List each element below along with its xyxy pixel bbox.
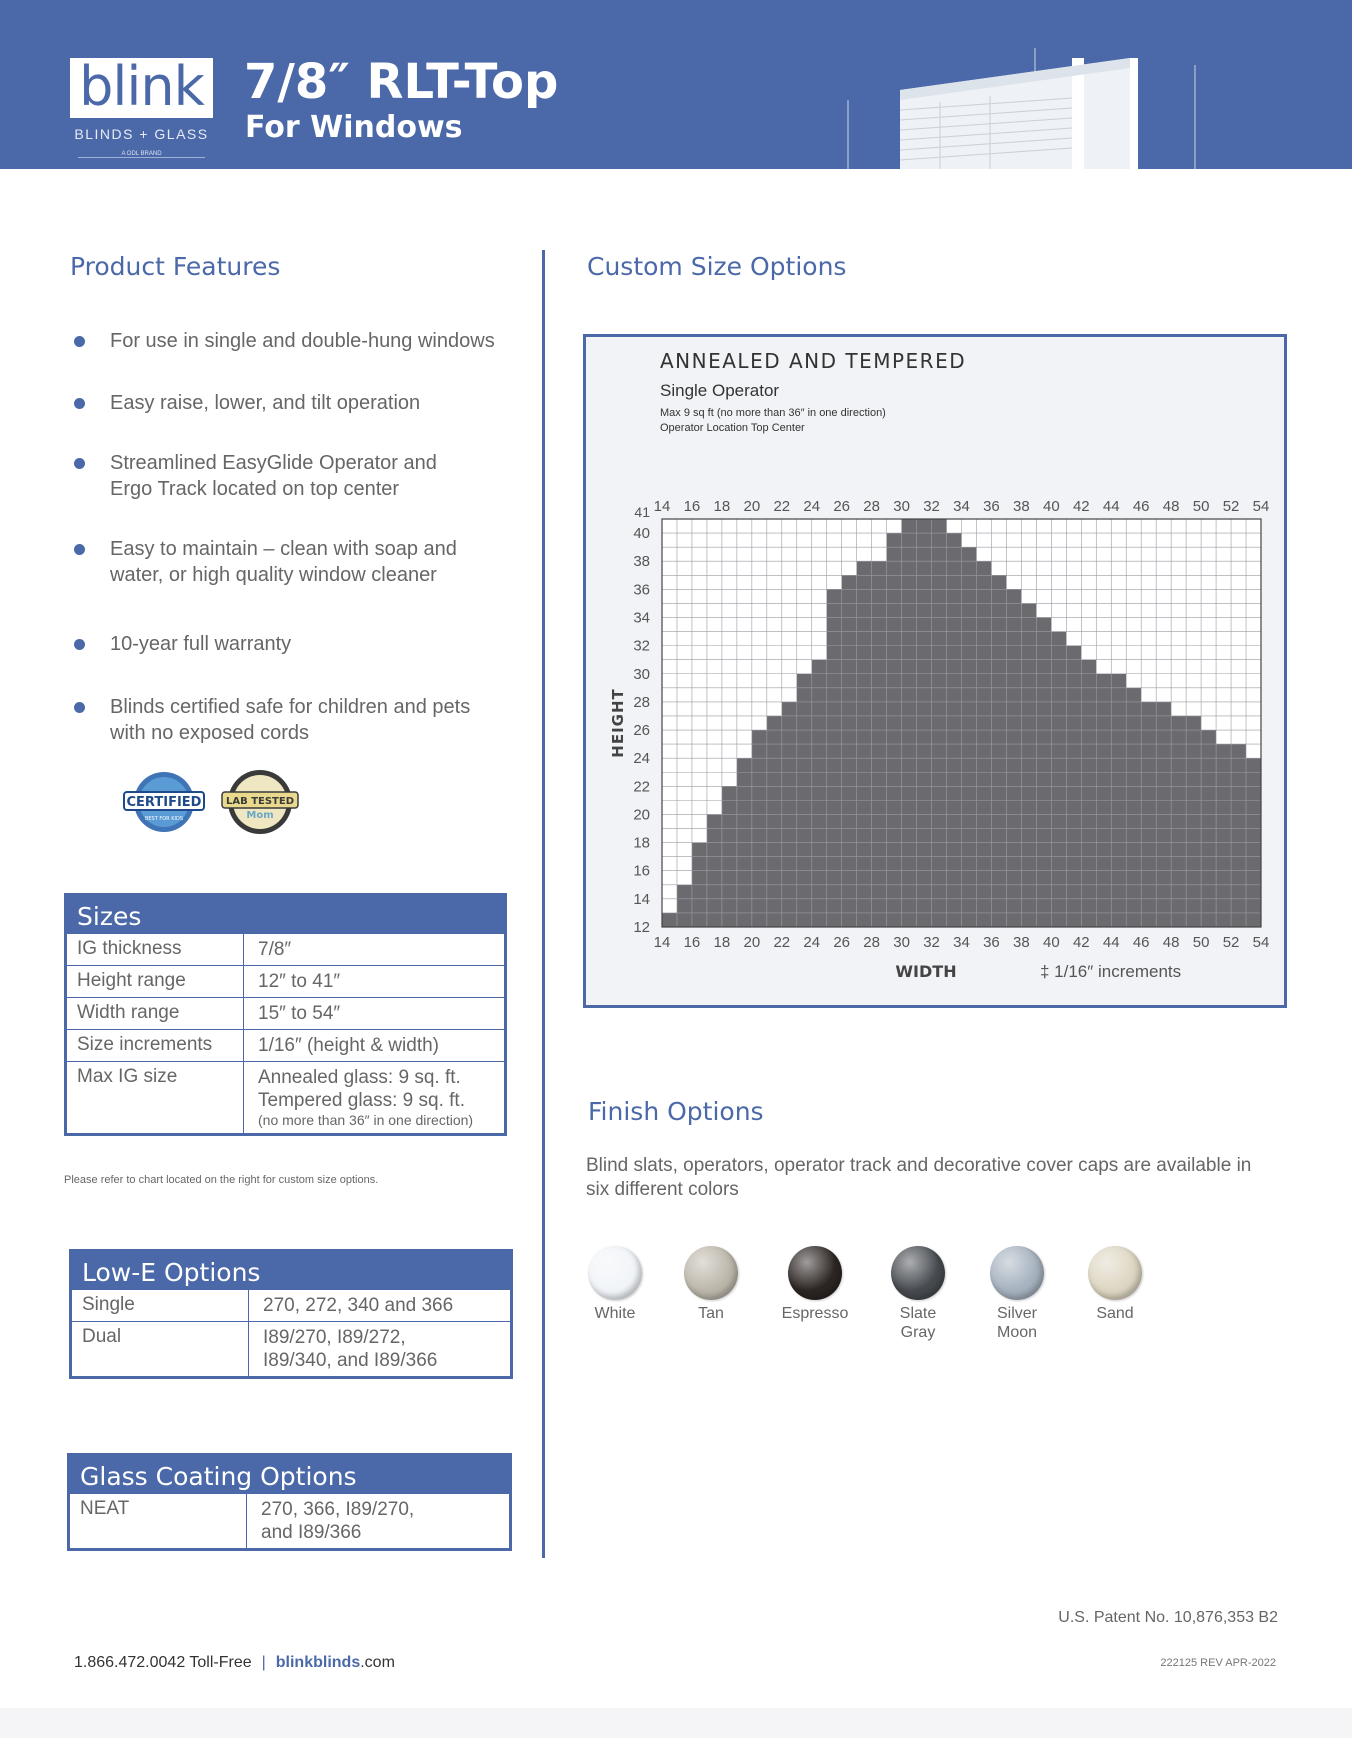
feature-item: [70, 694, 520, 746]
table-cell-key: Height range: [67, 966, 244, 997]
table-cell-value: 1/16″ (height & width): [258, 1035, 439, 1056]
swatch-label-line2: Moon: [996, 1324, 1038, 1341]
table-row: [67, 933, 504, 965]
contact-footer: [74, 1654, 395, 1672]
table-cell-key: NEAT: [70, 1494, 247, 1548]
size-bar: [767, 716, 782, 927]
table-cell-key: Single: [72, 1290, 249, 1321]
table-cell-value: 270, 272, 340 and 366: [263, 1295, 454, 1316]
certified-best-for-kids-badge: [122, 770, 208, 834]
feature-text: Streamlined EasyGlide Operator and Ergo Track located on top center: [110, 452, 437, 500]
y-tick-label: 28: [633, 693, 650, 711]
y-tick-label: 30: [633, 665, 650, 683]
x-axis-label: WIDTH: [895, 962, 957, 981]
size-bar: [962, 547, 977, 927]
feature-text: Easy raise, lower, and tilt operation: [110, 392, 421, 414]
table-cell-value: [249, 1322, 451, 1376]
x-tick-label-top: 54: [1252, 498, 1270, 515]
x-tick-label-top: 46: [1132, 498, 1150, 515]
revision-code: 222125 REV APR-2022: [1160, 1657, 1276, 1669]
swatch-white: [570, 1246, 660, 1323]
table-row: [70, 1493, 509, 1548]
x-tick-label-bottom: 54: [1252, 934, 1270, 951]
y-tick-label: 32: [633, 637, 650, 655]
swatch-label: White: [594, 1305, 636, 1322]
swatch-sand: [1070, 1246, 1160, 1323]
page-header: [0, 0, 1352, 169]
size-bar: [932, 519, 947, 927]
feature-text: Easy to maintain – clean with soap and water, or high quality window cleaner: [110, 538, 457, 586]
page-title: 7/8″ RLT-Top: [244, 54, 559, 110]
y-tick-label: 22: [633, 778, 650, 796]
bullet-icon: [74, 458, 85, 469]
x-tick-label-bottom: 48: [1162, 934, 1180, 951]
website-link-bold[interactable]: blinkblinds: [275, 1654, 361, 1671]
x-tick-label-top: 38: [1013, 498, 1030, 515]
swatch-silver-moon: [972, 1246, 1062, 1342]
swatch-label: Slate: [899, 1305, 937, 1322]
x-tick-label-top: 48: [1162, 498, 1180, 515]
size-bar: [1216, 744, 1231, 927]
finish-description: Blind slats, operators, operator track and decorative cover caps are available in six different colors: [586, 1155, 1252, 1200]
bullet-icon: [74, 544, 85, 555]
phone-number: 1.866.472.0042 Toll-Free: [74, 1654, 252, 1671]
logo-brand-mark: A ODL BRAND: [121, 151, 162, 157]
custom-size-options-heading: Custom Size Options: [587, 252, 847, 281]
y-tick-label: 24: [633, 750, 650, 768]
table-cell-value: [247, 1494, 428, 1548]
product-features-heading: Product Features: [70, 252, 281, 281]
size-bar: [917, 519, 932, 927]
sizes-table: [64, 893, 507, 1136]
size-bar: [1231, 744, 1246, 927]
table-cell-value: 7/8″: [258, 939, 292, 960]
color-swatch: [891, 1246, 945, 1300]
x-tick-label-top: 22: [773, 498, 791, 515]
size-bar: [1171, 716, 1186, 927]
feature-item: [70, 328, 520, 354]
color-swatch: [684, 1246, 738, 1300]
size-bar: [1021, 603, 1036, 927]
table-row: [72, 1321, 510, 1376]
x-tick-label-bottom: 44: [1102, 934, 1120, 951]
website-link-tld[interactable]: .com: [360, 1654, 395, 1671]
swatch-label: Sand: [1096, 1305, 1134, 1322]
chart-title: ANNEALED AND TEMPERED: [660, 349, 967, 373]
table-cell-key: Size increments: [67, 1030, 244, 1061]
table-cell-key: Width range: [67, 998, 244, 1029]
chart-note-operator: Operator Location Top Center: [660, 422, 805, 434]
color-swatch: [788, 1246, 842, 1300]
svg-text:LAB TESTED: LAB TESTED: [225, 796, 295, 807]
feature-item: [70, 390, 520, 416]
table-cell-value: [244, 1062, 487, 1133]
x-tick-label-top: 26: [833, 498, 851, 515]
size-bar: [1051, 632, 1066, 927]
table-row: [67, 997, 504, 1029]
x-tick-label-bottom: 30: [893, 934, 910, 951]
x-tick-label-top: 42: [1072, 498, 1090, 515]
logo-wordmark: blink: [79, 55, 204, 118]
color-swatch: [1088, 1246, 1142, 1300]
increments-note: ‡ 1/16″ increments: [1040, 962, 1182, 981]
x-tick-label-top: 34: [953, 498, 970, 515]
x-tick-label-bottom: 28: [863, 934, 880, 951]
x-tick-label-bottom: 38: [1013, 934, 1030, 951]
swatch-slate-gray: [873, 1246, 963, 1342]
table-row: [72, 1289, 510, 1321]
footer-separator: |: [261, 1654, 266, 1671]
color-swatch: [990, 1246, 1044, 1300]
max-ig-note: (no more than 36″ in one direction): [258, 1112, 474, 1128]
x-tick-label-top: 24: [803, 498, 821, 515]
x-tick-label-bottom: 18: [713, 934, 731, 951]
table-cell-key: IG thickness: [67, 934, 244, 965]
x-tick-label-bottom: 42: [1072, 934, 1090, 951]
y-axis-label: HEIGHT: [609, 688, 627, 758]
finish-options-heading: Finish Options: [588, 1097, 764, 1126]
x-tick-label-top: 40: [1043, 498, 1060, 515]
size-bar: [902, 519, 917, 927]
y-tick-label: 36: [633, 581, 650, 599]
x-tick-label-top: 50: [1192, 498, 1210, 515]
x-tick-label-bottom: 20: [743, 934, 761, 951]
y-tick-label: 18: [633, 834, 650, 852]
x-tick-label-top: 32: [923, 498, 940, 515]
x-tick-label-bottom: 34: [953, 934, 970, 951]
y-tick-label: 26: [633, 722, 650, 740]
x-tick-label-bottom: 16: [683, 934, 701, 951]
feature-text: For use in single and double-hung windows: [110, 330, 495, 352]
max-ig-annealed: Annealed glass: 9 sq. ft.: [258, 1067, 461, 1088]
x-tick-label-bottom: 36: [983, 934, 1000, 951]
size-bar: [662, 913, 677, 927]
page-subtitle: For Windows: [245, 110, 463, 145]
x-tick-label-top: 16: [683, 498, 701, 515]
x-tick-label-top: 36: [983, 498, 1000, 515]
logo-tagline: BLINDS + GLASS: [74, 126, 209, 142]
svg-text:Mom: Mom: [246, 810, 274, 821]
dual-line-2: I89/340, and I89/366: [263, 1350, 438, 1371]
swatch-label: Espresso: [781, 1305, 849, 1322]
x-tick-label-top: 44: [1102, 498, 1120, 515]
size-bar: [812, 660, 827, 927]
low-e-options-table: [69, 1249, 513, 1379]
patent-number: U.S. Patent No. 10,876,353 B2: [1058, 1609, 1278, 1626]
feature-item: [70, 631, 520, 657]
x-tick-label-bottom: 32: [923, 934, 940, 951]
feature-item: [70, 536, 520, 588]
blink-logo: [70, 55, 213, 118]
size-chart-grid: [586, 337, 1290, 1011]
svg-text:BEST FOR KIDS: BEST FOR KIDS: [144, 816, 184, 822]
x-tick-label-top: 52: [1222, 498, 1240, 515]
dual-line-1: I89/270, I89/272,: [263, 1327, 406, 1348]
y-tick-label: 34: [633, 609, 650, 627]
swatch-label-line2: Gray: [900, 1324, 936, 1341]
size-bar: [1126, 688, 1141, 927]
low-e-table-heading: Low-E Options: [72, 1252, 510, 1289]
coating-line-2: and I89/366: [261, 1522, 362, 1543]
x-tick-label-top: 28: [863, 498, 880, 515]
bullet-icon: [74, 336, 85, 347]
table-cell-key: Dual: [72, 1322, 249, 1376]
x-tick-label-bottom: 14: [653, 934, 671, 951]
size-bar: [991, 575, 1006, 927]
glass-coating-options-table: [67, 1453, 512, 1551]
x-tick-label-bottom: 46: [1132, 934, 1150, 951]
feature-text: 10-year full warranty: [110, 633, 292, 655]
x-tick-label-top: 20: [743, 498, 761, 515]
glass-coating-table-heading: Glass Coating Options: [70, 1456, 509, 1493]
y-tick-label: 16: [633, 862, 650, 880]
chart-note-max-size: Max 9 sq ft (no more than 36″ in one direction): [660, 407, 886, 419]
size-bar: [842, 575, 857, 927]
sizes-table-heading: Sizes: [67, 896, 504, 933]
bullet-icon: [74, 639, 85, 650]
x-tick-label-top: 18: [713, 498, 731, 515]
size-bar: [1081, 660, 1096, 927]
bottom-band: [0, 1708, 1352, 1738]
y-tick-label-top: 41: [634, 504, 650, 520]
chart-subtitle: Single Operator: [660, 381, 780, 400]
size-bar: [1186, 716, 1201, 927]
svg-text:CERTIFIED: CERTIFIED: [126, 795, 202, 810]
swatch-espresso: [770, 1246, 860, 1323]
color-swatch: [588, 1246, 642, 1300]
size-bar: [677, 885, 692, 927]
y-tick-label: 14: [633, 890, 650, 908]
swatch-tan: [666, 1246, 756, 1323]
x-tick-label-bottom: 52: [1222, 934, 1240, 951]
table-cell-key: Max IG size: [67, 1062, 244, 1133]
table-row: [67, 965, 504, 997]
lab-tested-mom-approved-badge: [220, 768, 300, 836]
x-tick-label-bottom: 50: [1192, 934, 1210, 951]
x-tick-label-bottom: 22: [773, 934, 791, 951]
chart-reference-note: Please refer to chart located on the right for custom size options.: [64, 1174, 379, 1186]
y-tick-label: 20: [633, 806, 650, 824]
logo-divider: [78, 157, 205, 158]
x-tick-label-bottom: 40: [1043, 934, 1060, 951]
table-row: [67, 1029, 504, 1061]
bullet-icon: [74, 702, 85, 713]
size-chart: [583, 334, 1287, 1008]
y-tick-label: 12: [633, 919, 650, 936]
coating-line-1: 270, 366, I89/270,: [261, 1499, 415, 1520]
x-tick-label-top: 14: [653, 498, 671, 515]
x-tick-label-bottom: 24: [803, 934, 821, 951]
swatch-label: Tan: [698, 1305, 724, 1322]
feature-text: Blinds certified safe for children and pets with no exposed cords: [110, 696, 471, 744]
table-cell-value: 15″ to 54″: [258, 1003, 341, 1024]
y-tick-label: 40: [633, 525, 650, 543]
bullet-icon: [74, 398, 85, 409]
window-blind-illustration: [840, 40, 1220, 169]
x-tick-label-top: 30: [893, 498, 910, 515]
swatch-label: Silver: [996, 1305, 1037, 1322]
column-divider: [542, 250, 545, 1558]
feature-item: [70, 450, 520, 502]
table-row: [67, 1061, 504, 1133]
x-tick-label-bottom: 26: [833, 934, 851, 951]
max-ig-tempered: Tempered glass: 9 sq. ft.: [258, 1090, 465, 1111]
y-tick-label: 38: [633, 553, 650, 571]
table-cell-value: 12″ to 41″: [258, 971, 341, 992]
